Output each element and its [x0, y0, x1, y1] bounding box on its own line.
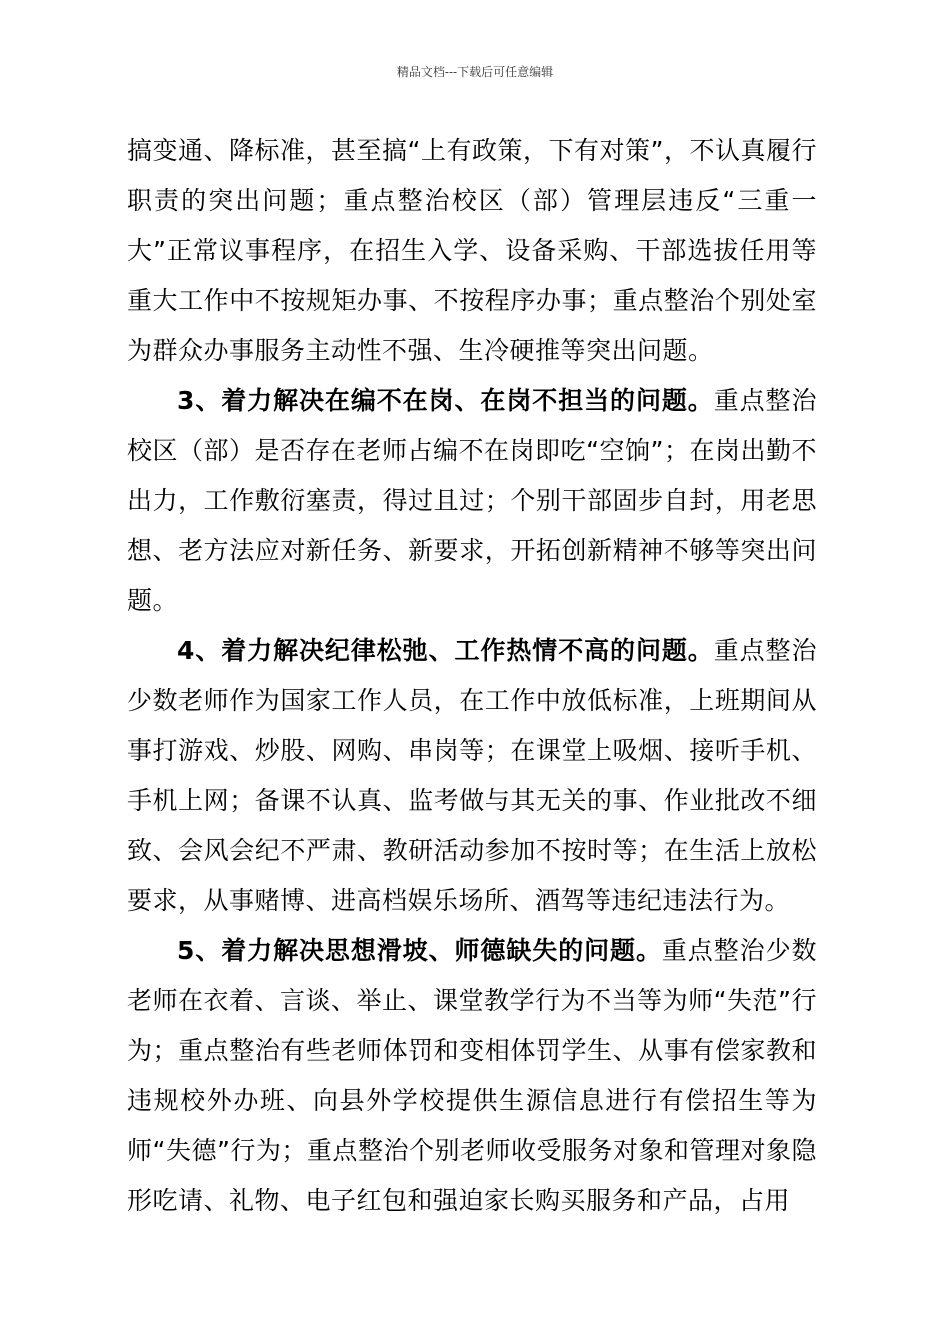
- paragraph-item-3: [127, 376, 817, 626]
- paragraph-text: 搞变通、降标准，甚至搞“上有政策，下有对策”，不认真履行职责的突出问题；重点整治校区（部）管理层违反“三重一大”正常议事程序，在招生入学、设备采购、干部选拔任用等重大工作中不按规矩办事、不按程序办事；重点整治个别处室为群众办事服务主动性不强、生冷硬推等突出问题。: [127, 136, 817, 365]
- paragraph-item-4: [127, 626, 817, 926]
- paragraph-heading: 3、着力解决在编不在岗、在岗不担当的问题。: [177, 386, 714, 415]
- paragraph-item-5: [127, 926, 817, 1226]
- paragraph-heading: 5、着力解决思想滑坡、师德缺失的问题。: [177, 936, 662, 965]
- paragraph-text: 重点整治少数老师在衣着、言谈、举止、课堂教学行为不当等为师“失范”行为；重点整治有些老师体罚和变相体罚学生、从事有偿家教和违规校外办班、向县外学校提供生源信息进行有偿招生等为师“失德”行为；重点整治个别老师收受服务对象和管理对象隐形吃请、礼物、电子红包和强迫家长购买服务和产品，占用: [127, 936, 817, 1215]
- paragraph-continuation: [127, 126, 817, 376]
- paragraph-text: 重点整治少数老师作为国家工作人员，在工作中放低标准，上班期间从事打游戏、炒股、网购、串岗等；在课堂上吸烟、接听手机、手机上网；备课不认真、监考做与其无关的事、作业批改不细致、会风会纪不严肃、教研活动参加不按时等；在生活上放松要求，从事赌博、进高档娱乐场所、酒驾等违纪违法行为。: [127, 636, 817, 915]
- paragraph-text: 重点整治校区（部）是否存在老师占编不在岗即吃“空饷”；在岗出勤不出力，工作敷衍塞责，得过且过；个别干部固步自封，用老思想、老方法应对新任务、新要求，开拓创新精神不够等突出问题。: [127, 386, 817, 615]
- document-body: [127, 126, 817, 1226]
- paragraph-heading: 4、着力解决纪律松弛、工作热情不高的问题。: [177, 636, 714, 665]
- page-header: 精品文档---下载后可任意编辑: [396, 65, 554, 79]
